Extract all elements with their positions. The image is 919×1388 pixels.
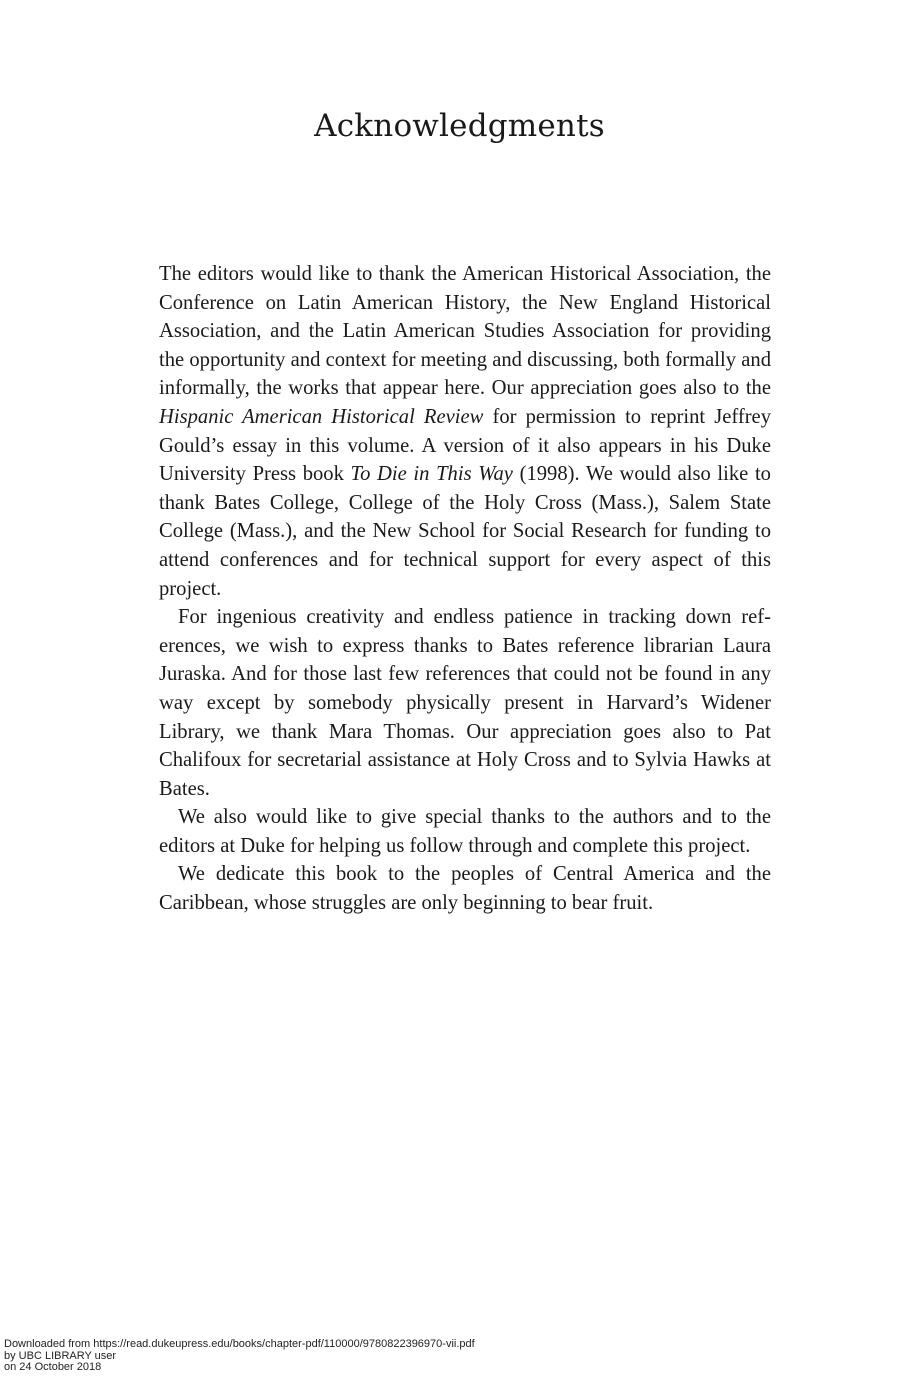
download-footer (4, 1339, 475, 1374)
footer-line-date: on 24 October 2018 (4, 1361, 102, 1373)
paragraph-3: We also would like to give special thanks to the authors and to the editors at Duke for helping us follow through and complete this project. (159, 806, 771, 857)
paragraph-1 (159, 260, 771, 603)
book-title: To Die in This Way (350, 463, 513, 486)
paragraph-1-text-a: The editors would like to thank the American Historical Association, the Conference on Latin American History, the New England Historical Association, and the Latin American Studies Association for providing the opportunity and context for meeting and discussing, both formally and informally, the works that appear here. Our appreciation goes also to the (159, 263, 771, 400)
page-title: Acknowledgments (314, 108, 605, 144)
paragraph-4: We dedicate this book to the peoples of Central America and the Caribbean, whose struggles are only beginning to bear fruit. (159, 863, 771, 915)
footer-line-source: Downloaded from https://read.dukeupress.edu/books/chapter-pdf/110000/9780822396970-vii.pdf (4, 1338, 475, 1350)
paragraph-1-text-c: (1998). We would also like to thank Bates College, College of the Holy Cross (Mass.), Salem State College (Mass.), and the New School for Social Research for funding to attend conferences and for technical support for every aspect of this project. (159, 463, 771, 600)
acknowledgments-body (159, 260, 771, 918)
paragraph-1-text-b: for permission to reprint Jeffrey Gould’s essay in this volume. A version of it also appears in his Duke University Press book (159, 405, 771, 486)
journal-title: Hispanic American Historical Review (159, 405, 484, 428)
paragraph-2: For ingenious creativity and endless patience in tracking down references, we wish to express thanks to Bates reference librarian Laura Juraska. And for those last few references that could not be found in any way except by somebody physically present in Harvard’s Widener Library, we thank Mara Thomas. Our appreciation goes also to Pat Chalifoux for secretarial assistance at Holy Cross and to Sylvia Hawks at Bates. (159, 606, 771, 800)
footer-line-user: by UBC LIBRARY user (4, 1349, 117, 1362)
